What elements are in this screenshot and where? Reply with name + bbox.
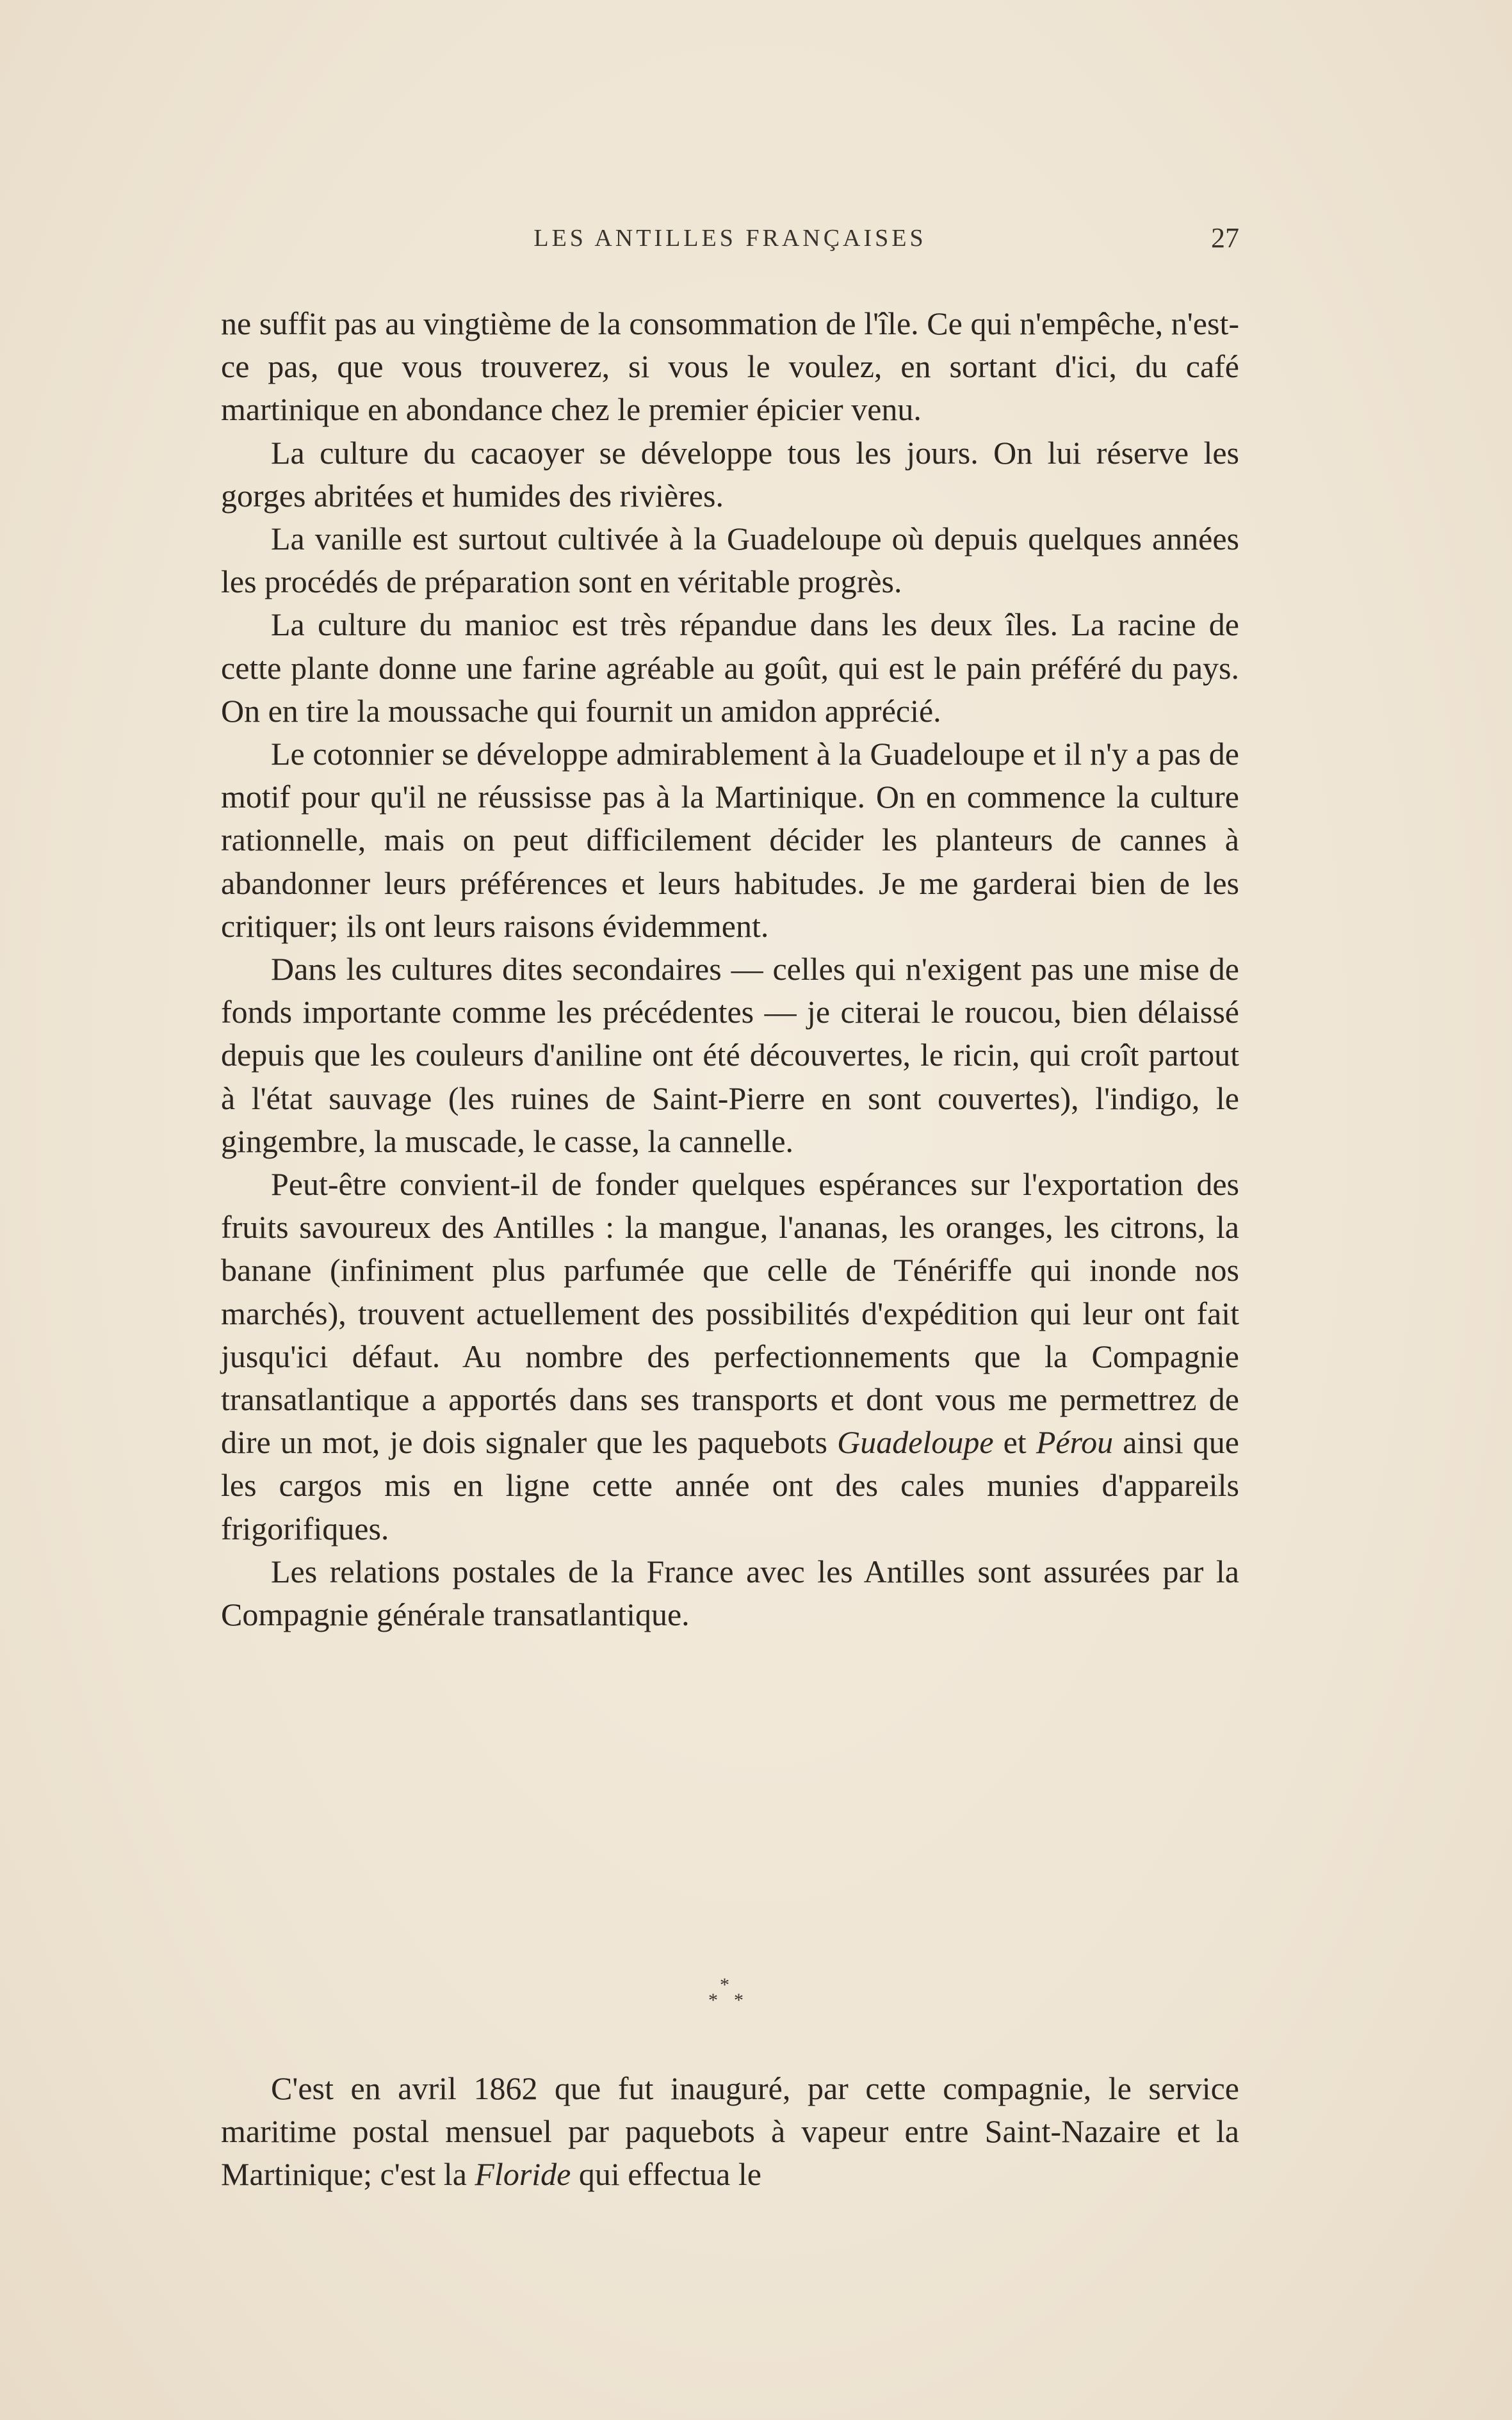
ship-name-guadeloupe: Guadeloupe (837, 1424, 994, 1461)
page-header (221, 224, 1239, 269)
paragraph-7 (221, 1163, 1239, 1550)
paragraph-3: La vanille est surtout cultivée à la Guadeloupe où depuis quelques années les procédés de préparation sont en véritable progrès. (221, 521, 1239, 600)
paragraph-7-text-b: et (993, 1424, 1036, 1461)
running-title: LES ANTILLES FRANÇAISES (533, 225, 927, 252)
paragraph-9 (221, 2067, 1239, 2197)
paragraph-9-text-a: C'est en avril 1862 que fut inauguré, par cette compagnie, le service maritime postal mensuel par paquebots à vapeur entre Saint-Nazaire et la Martinique; c'est la (221, 2070, 1239, 2193)
section-separator (640, 1976, 768, 2027)
paragraph-8: Les relations postales de la France avec les Antilles sont assurées par la Compagnie générale transatlantique. (221, 1553, 1239, 1633)
paragraph-5: Le cotonnier se développe admirablement à la Guadeloupe et il n'y a pas de motif pour qu'il ne réussisse pas à la Martinique. On en commence la culture rationnelle, mais on peut difficilement décider les planteurs de cannes à abandonner leurs préférences et leurs habitudes. Je me garderai bien de les critiquer; ils ont leurs raisons évidemment. (221, 736, 1239, 944)
separator-star-right: * (734, 1990, 744, 2011)
ship-name-floride: Floride (475, 2156, 571, 2193)
paragraph-7-text-c: ainsi que les cargos mis en ligne cette année ont des cales munies d'appareils frigorifiques. (221, 1424, 1239, 1547)
paragraph-9-text-b: qui effectua le (571, 2156, 761, 2193)
paragraph-2: La culture du cacaoyer se développe tous les jours. On lui réserve les gorges abritées et humides des rivières. (221, 434, 1239, 514)
separator-star-left: * (708, 1990, 718, 2011)
paragraph-7-text-a: Peut-être convient-il de fonder quelques espérances sur l'exportation des fruits savoureux des Antilles : la mangue, l'ananas, les oranges, les citrons, la banane (infiniment plus parfumée que celle de Ténériffe qui inonde nos marchés), trouvent actuellement des possibilités d'expédition qui leur ont fait jusqu'ici défaut. Au nombre des perfectionnements que la Compagnie transatlantique a apportés dans ses transports et dont vous me permettrez de dire un mot, je dois signaler que les paquebots (221, 1166, 1239, 1461)
body-text (221, 302, 1239, 1636)
ship-name-perou: Pérou (1036, 1424, 1114, 1461)
paragraph-1: ne suffit pas au vingtième de la consommation de l'île. Ce qui n'empêche, n'est-ce pas, que vous trouverez, si vous le voulez, en sortant d'ici, du café martinique en abondance chez le premier épicier venu. (221, 305, 1239, 428)
body-text-continued (221, 2067, 1239, 2197)
paragraph-6: Dans les cultures dites secondaires — celles qui n'exigent pas une mise de fonds importante comme les précédentes — je citerai le roucou, bien délaissé depuis que les couleurs d'aniline ont été découvertes, le ricin, qui croît partout à l'état sauvage (les ruines de Saint-Pierre en sont couvertes), l'indigo, le gingembre, la muscade, le casse, la cannelle. (221, 951, 1239, 1159)
paragraph-4: La culture du manioc est très répandue dans les deux îles. La racine de cette plante donne une farine agréable au goût, qui est le pain préféré du pays. On en tire la moussache qui fournit un amidon apprécié. (221, 606, 1239, 729)
page-number: 27 (1211, 222, 1239, 254)
separator-star-top: * (720, 1974, 729, 1995)
